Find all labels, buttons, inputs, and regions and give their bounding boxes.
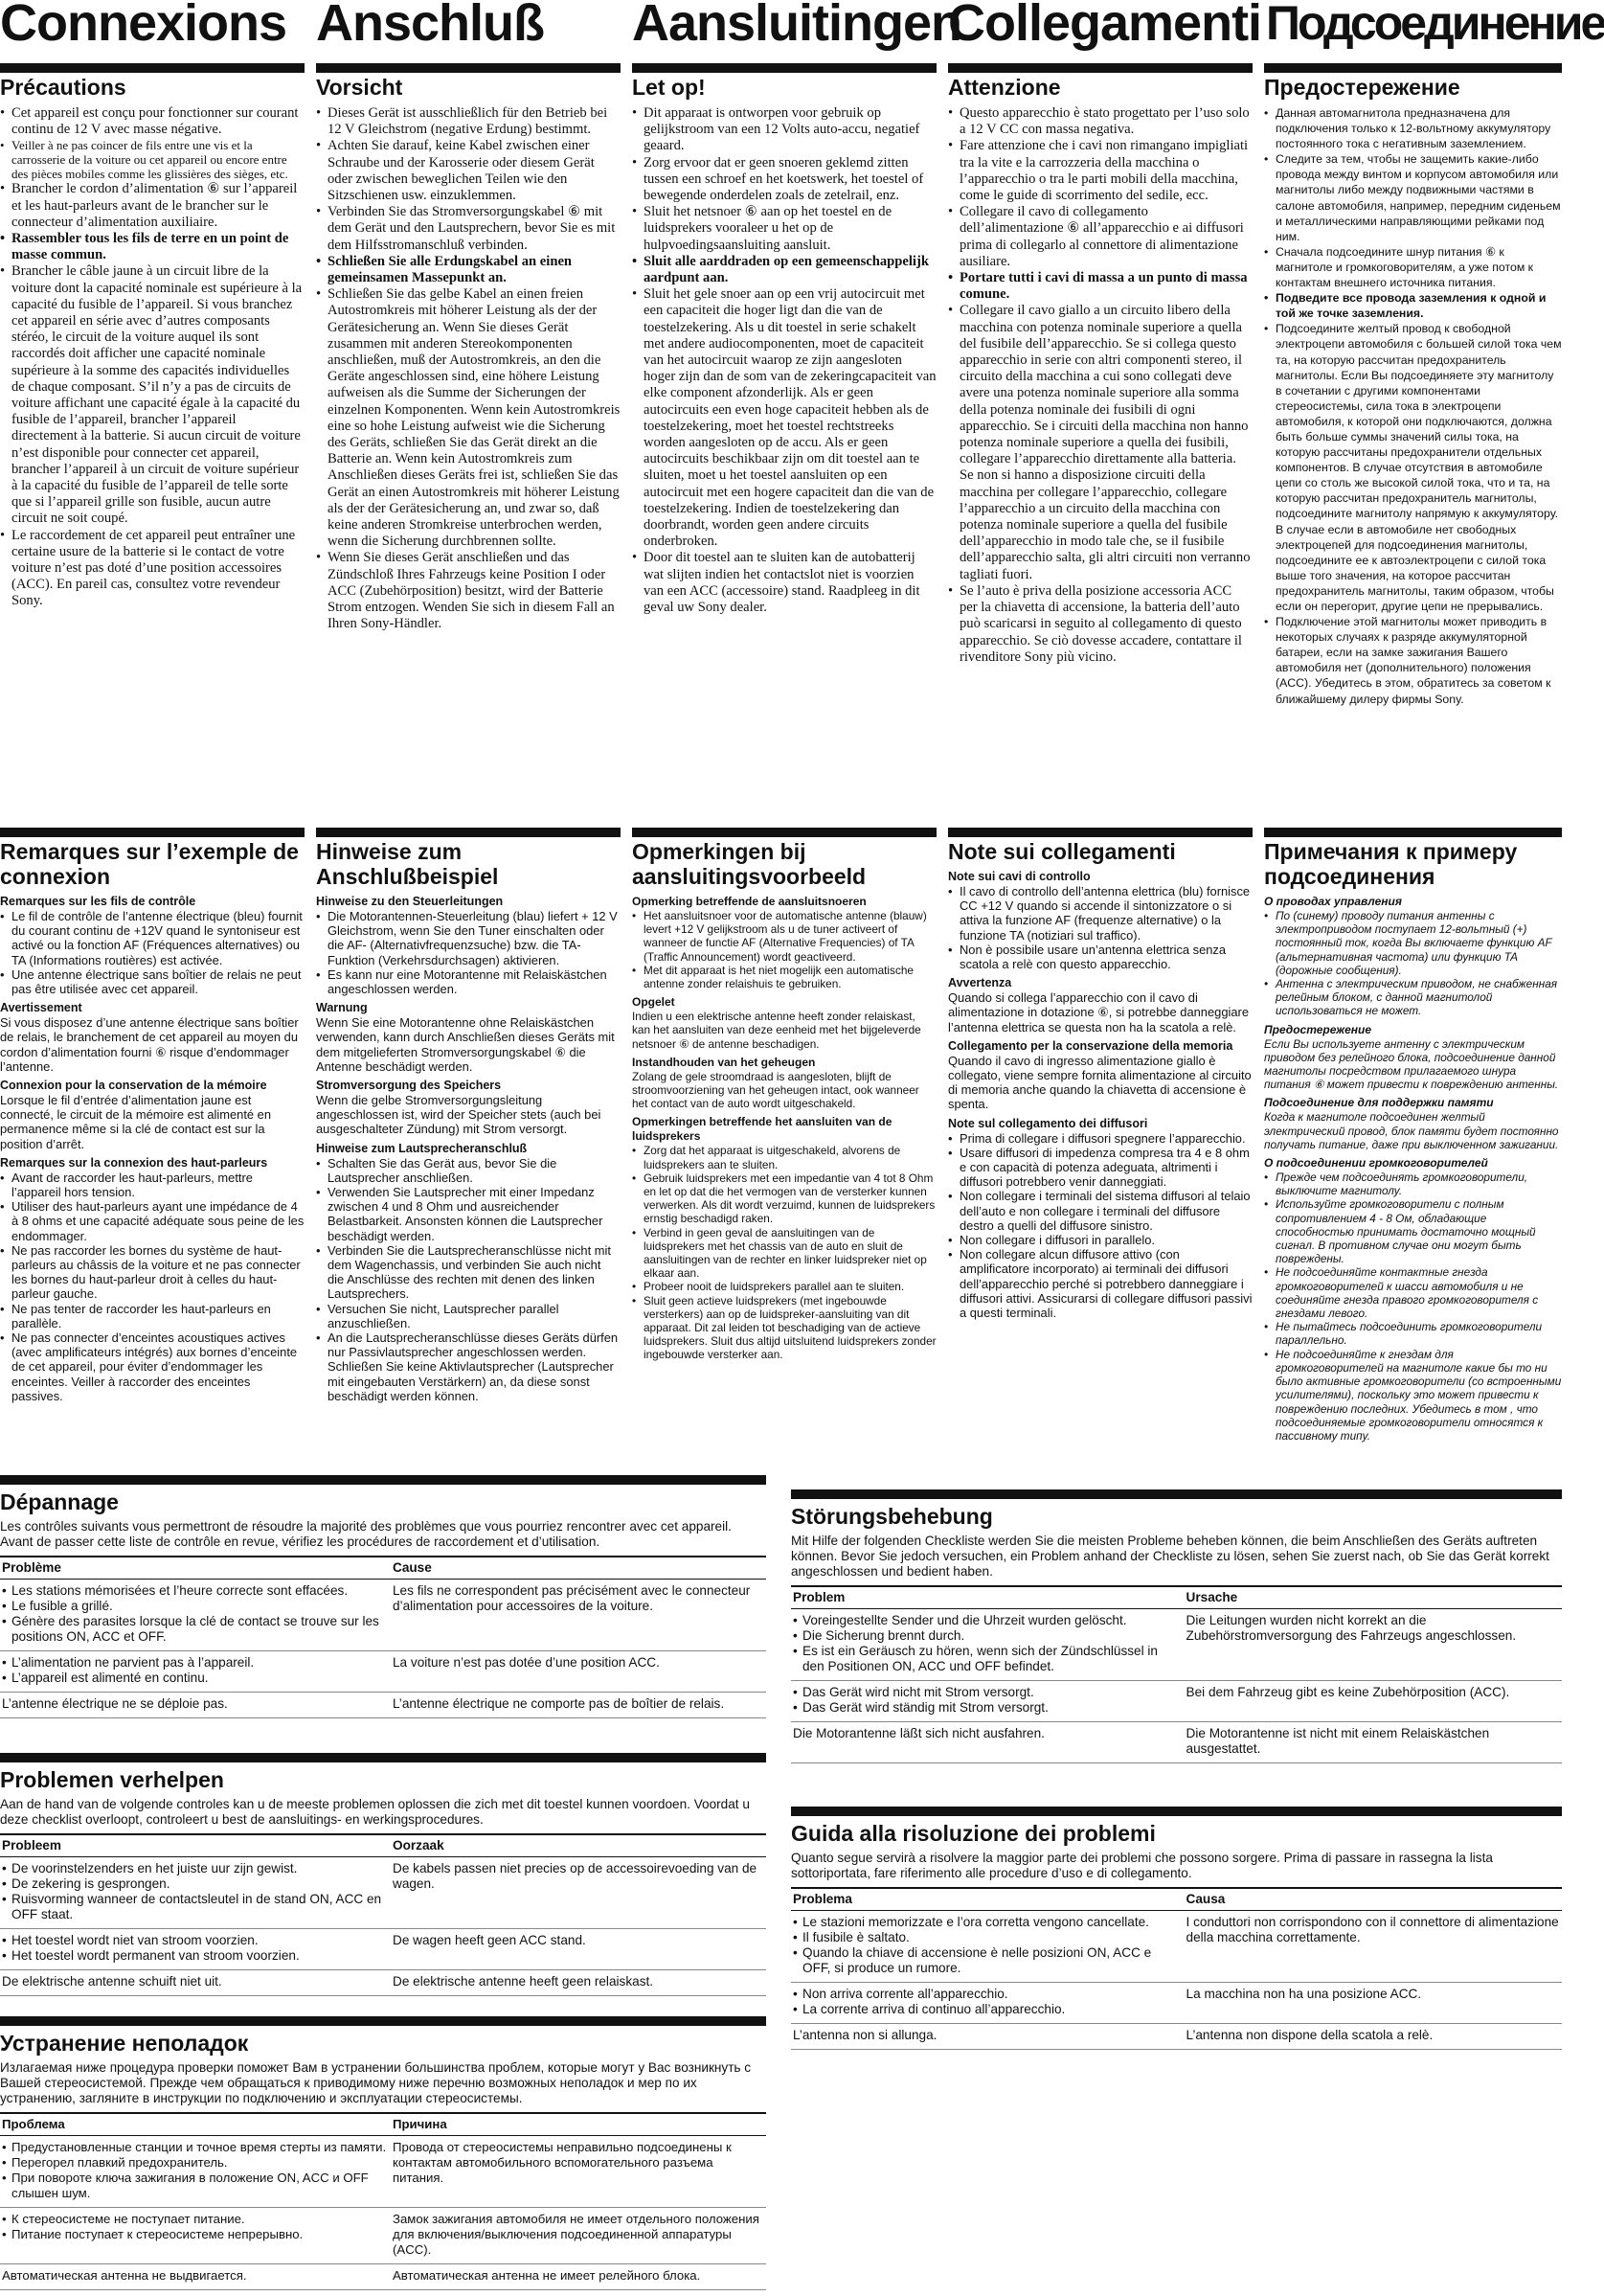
problem-list (793, 1915, 1183, 1976)
precaution-item: • Sluit het netsnoer ⑥ aan op het toestel en de luidsprekers vooraleer u het op de hulpvoedingsaansluiting aansluit. (632, 204, 937, 254)
problem-item: • Génère des parasites lorsque la clé de contact se trouve sur les positions ON, ACC et OFF. (2, 1614, 389, 1645)
table-row (791, 1911, 1562, 1983)
precaution-item: • Сначала подсоедините шнур питания ⑥ к магнитоле и громкоговорителям, а уже потом к контактам внешнего источника питания. (1264, 244, 1562, 290)
table-header-row (0, 2113, 766, 2136)
remarks-subheading: Stromversorgung des Speichers (316, 1079, 502, 1093)
remarks-item: • Non collegare i terminali del sistema diffusori al telaio dell’auto e non collegare i terminali del diffusore destro a quelli del diffusore sinistro. (948, 1189, 1253, 1233)
remarks-title: Remarques sur l’exemple de connexion (0, 839, 299, 889)
precautions-column (948, 63, 1253, 830)
precautions-column (316, 63, 621, 830)
remarks-title: Opmerkingen bij aansluitingsvoorbeeld (632, 839, 867, 889)
remarks-item: • Le fil de contrôle de l’antenne électrique (bleu) fournit du courant continu de +12V quand le syntoniseur est activé ou la fonction AF (Fréquences alternatives) ou TA (Informations routières) est activée. (0, 909, 305, 967)
problem-list (793, 1685, 1183, 1716)
heading-ru: Подсоединение (1266, 0, 1604, 50)
remarks-item: • Используйте громкоговорители с полным сопротивлением 4 - 8 Ом, обладающие способностью принимать достаточно мощный сигнал. В противном случае они могут быть повреждены. (1264, 1197, 1562, 1265)
troubleshooting-intro: Quanto segue servirà a risolvere la maggior parte dei problemi che possono sorgere. Prima di passare in rassegna la lista sottoriportata, fare riferimento alle procedure d’uso e di collegamento. (791, 1851, 1493, 1880)
troubleshooting-title: Dépannage (0, 1489, 119, 1514)
remarks-item: • Non è possibile usare un’antenna elettrica senza scatola a relè con questo apparecchio. (948, 943, 1253, 971)
precaution-item: • Schließen Sie alle Erdungskabel an einen gemeinsamen Massepunkt an. (316, 254, 621, 286)
precaution-item: • Sluit het gele snoer aan op een vrij autocircuit met een capaciteit die hoger ligt dan die van de toestelzekering. Als u dit toestel in serie schakelt met andere audiocomponenten, moet de capaciteit van het autocircuit waarop ze zijn aangesloten hoger zijn dan de som van de zekeringcapaciteit van elke component afzonderlijk. Als er geen autocircuits een even hoge capaciteit hebben als de toestelzekering, moet het toestel rechtstreeks worden aangesloten op de accu. Als er geen autocircuits beschikbaar zijn om dit toestel aan te sluiten, moet u het toestel aansluiten op een autocircuit met een hogere capaciteit dan die van de toestelzekering. Indien de toestelzekering dan doorbrandt, worden geen andere circuits onderbroken. (632, 286, 937, 550)
remarks-subheading: Instandhouden van het geheugen (632, 1055, 816, 1069)
precaution-item: • Achten Sie darauf, keine Kabel zwischen einer Schraube und der Karosserie oder diesem Gerät oder zwischen beweglichen Teilen wie den Sitzschienen usw. einzuklemmen. (316, 138, 621, 204)
remarks-item: • Не пытайтесь подсоединить громкоговорители параллельно. (1264, 1320, 1562, 1347)
table-header-row (0, 1557, 766, 1580)
troubleshooting-intro: Mit Hilfe der folgenden Checkliste werden Sie die meisten Probleme beheben können, die beim Anschließen des Geräts auftreten können. Bevor Sie jedoch versuchen, ein Problem anhand der Checkliste zu lösen, sehen Sie zuerst nach, ob Sie das Gerät korrekt angeschlossen und bedient haben. (791, 1534, 1549, 1579)
remarks-item: • Gebruik luidsprekers met een impedantie van 4 tot 8 Ohm en let op dat die het vermogen van de versterker kunnen verwerken. Als dit wordt verzuimd, kunnen de luidsprekers ernstig beschadigd raken. (632, 1171, 937, 1226)
remarks-item: • Het aansluitsnoer voor de automatische antenne (blauw) levert +12 V gelijkstroom als u de tuner activeert of wanneer de functie AF (Alternative Frequencies) of TA (Traffic Announcement) wordt geactiveerd. (632, 909, 937, 964)
table-body (0, 1580, 766, 1718)
remarks-title: Note sui collegamenti (948, 839, 1176, 864)
precaution-item: • Schließen Sie das gelbe Kabel an einen freien Autostromkreis mit höherer Leistung als der der Gerätesicherung an. Wenn Sie dieses Gerät zusammen mit anderen Stereokomponenten anschließen, muß der Autostromkreis, an den die Geräte angeschlossen sind, eine höhere Leistung aufweisen als die Summe der Sicherungen der einzelnen Komponenten. Wenn kein Autostromkreis eine so hohe Leistung aufweist wie die Sicherung des Geräts, schließen Sie das Gerät direkt an die Batterie an. Wenn kein Autostromkreis zum Anschließen dieses Geräts frei ist, schließen Sie das Gerät an einen Autostromkreis mit höherer Leistung als der der Gerätesicherung an, und zwar so, daß keine anderen Stromkreise unterbrochen werden, wenn die Sicherung durchbrennen sollte. (316, 286, 621, 550)
table-row (791, 1681, 1562, 1722)
troubleshooting-title: Störungsbehebung (791, 1504, 993, 1529)
troubleshooting-table (791, 1585, 1562, 1763)
column-header-cause: Cause (391, 1557, 766, 1580)
precautions-list (316, 105, 621, 633)
remarks-paragraph: Quando il cavo di ingresso alimentazione giallo è collegato, viene sempre fornita alimentazione al circuito di memoria anche quando la chiavetta di accensione è spenta. (948, 1053, 1252, 1112)
problem-cell (791, 1609, 1185, 1681)
table-header-row (0, 1834, 766, 1857)
cause-cell: La voiture n’est pas dotée d’une position ACC. (391, 1651, 766, 1693)
troubleshooting-table (0, 2112, 766, 2290)
remarks-list (632, 909, 937, 990)
precaution-item: • Le raccordement de cet appareil peut entraîner une certaine usure de la batterie si le contact de votre voiture n’est pas doté d’une position accessoires (ACC). En pareil cas, consultez votre revendeur Sony. (0, 528, 305, 610)
remarks-paragraph: Si vous disposez d’une antenne électrique sans boîtier de relais, le branchement de cet appareil au moyen du cordon d’alimentation fourni ⑥ risque d’endommager l’antenne. (0, 1015, 299, 1074)
remarks-column (1264, 828, 1562, 1481)
remarks-subheading: Avvertenza (948, 976, 1012, 990)
precaution-item: • Dieses Gerät ist ausschließlich für den Betrieb bei 12 V Gleichstrom (negative Erdung) bestimmt. (316, 105, 621, 138)
precautions-column (0, 63, 305, 830)
table-row (0, 1970, 766, 1996)
remarks-item: • Une antenne électrique sans boîtier de relais ne peut pas être utilisée avec cet appareil. (0, 967, 305, 996)
cause-cell: L’antenna non dispone della scatola a relè. (1185, 2024, 1562, 2050)
remarks-list (0, 1171, 305, 1403)
precaution-item: • Verbinden Sie das Stromversorgungskabel ⑥ mit dem Gerät und den Lautsprechern, bevor Sie es mit dem Hilfsstromanschluß verbinden. (316, 204, 621, 254)
problem-item: • При повороте ключа зажигания в положение ON, ACC и OFF слышен шум. (2, 2171, 389, 2201)
precaution-item: • Cet appareil est conçu pour fonctionner sur courant continu de 12 V avec masse négative. (0, 105, 305, 138)
table-head (791, 1586, 1562, 1609)
cause-cell: Die Motorantenne ist nicht mit einem Relaiskästchen ausgestattet. (1185, 1722, 1562, 1763)
remarks-item: • Прежде чем подсоединять громкоговорители, выключите магнитолу. (1264, 1171, 1562, 1197)
table-body (0, 1857, 766, 1996)
remarks-item: • По (синему) проводу питания антенны с электроприводом поступает 12-вольтный (+) постоянный ток, когда Вы включаете функцию AF (альтернативная частота) или функцию TA (дорожные сообщения). (1264, 909, 1562, 977)
section-bar (0, 2016, 766, 2026)
column-header-problem: Probleem (0, 1834, 391, 1857)
table-body (0, 2136, 766, 2290)
problem-cell (0, 1929, 391, 1970)
precaution-item: • Следите за тем, чтобы не защемить какие-либо провода между винтом и корпусом автомобиля или магнитолы либо между подвижными частями в салоне автомобиля, например, передним сиденьем и металлическими направляющими рейками под ним. (1264, 151, 1562, 244)
remarks-item: • Probeer nooit de luidsprekers parallel aan te sluiten. (632, 1280, 937, 1293)
remarks-subheading: Remarques sur la connexion des haut-parleurs (0, 1155, 268, 1170)
remarks-list (1264, 909, 1562, 1018)
remarks-item: • Zorg dat het apparaat is uitgeschakeld, alvorens de luidsprekers aan te sluiten. (632, 1144, 937, 1171)
remarks-body (948, 870, 1253, 1320)
remarks-subheading: Collegamento per la conservazione della memoria (948, 1038, 1233, 1053)
problem-item: • Es ist ein Geräusch zu hören, wenn sich der Zündschlüssel in den Positionen ON, ACC und OFF befindet. (793, 1644, 1183, 1674)
precautions-title: Предостережение (1264, 75, 1460, 100)
remarks-paragraph: Lorsque le fil d’entrée d’alimentation jaune est connecté, le circuit de la mémoire est alimenté en permanence même si la clé de contact est sur la position d’arrêt. (0, 1093, 272, 1151)
precaution-item: • Questo apparecchio è stato progettato per l’uso solo a 12 V CC con massa negativa. (948, 105, 1253, 138)
cause-cell: De wagen heeft geen ACC stand. (391, 1929, 766, 1970)
remarks-body (632, 895, 937, 1362)
precaution-item: • Door dit toestel aan te sluiten kan de autobatterij wat slijten indien het contactslot niet is voorzien van een ACC (accessoire) stand. Raadpleeg in dit geval uw Sony dealer. (632, 550, 937, 616)
troubleshooting-de (791, 1489, 1562, 1763)
remarks-item: • Prima di collegare i diffusori spegnere l’apparecchio. (948, 1131, 1253, 1146)
precaution-item: • Sluit alle aarddraden op een gemeenschappelijk aardpunt aan. (632, 254, 937, 286)
precautions-title: Vorsicht (316, 75, 403, 100)
problem-list (2, 1861, 389, 1922)
column-header-cause: Причина (391, 2113, 766, 2136)
precautions-list (0, 105, 305, 610)
remarks-item: • Не подсоединяйте к гнездам для громкоговорителей на магнитоле какие бы то ни было активные громкоговорители (со встроенными усилителями), поскольку это может привести к повреждению последних. Убедитесь в том , что подсоединяемые громкоговорители относятся к пассивному типу. (1264, 1348, 1562, 1443)
section-bar (0, 1475, 766, 1485)
remarks-item: • An die Lautsprecheranschlüsse dieses Geräts dürfen nur Passivlautsprecher angeschlossen werden. Schließen Sie keine Aktivlautsprecher (Lautsprecher mit eingebauten Verstärkern) an, da diese sonst beschädigt werden können. (316, 1330, 621, 1403)
headings-row (0, 0, 1604, 56)
remarks-subheading: О проводах управления (1264, 895, 1402, 908)
cause-cell: Провода от стереосистемы неправильно подсоединены к контактам автомобильного вспомогательного разъема питания. (391, 2136, 766, 2208)
table-row (0, 1693, 766, 1718)
remarks-item: • Il cavo di controllo dell’antenna elettrica (blu) fornisce CC +12 V quando si accende il sintonizzatore o si attiva la funzione AF (frequenze alternative) o la funzione TA (notiziari sul traffico). (948, 884, 1253, 943)
remarks-list (0, 909, 305, 996)
remarks-list (948, 1131, 1253, 1321)
troubleshooting-table (791, 1887, 1562, 2050)
precaution-item: • Wenn Sie dieses Gerät anschließen und das Zündschloß Ihres Fahrzeugs keine Position I oder ACC (Zubehörposition) besitzt, wird der Batterie Strom entzogen. Wenden Sie sich in diesem Fall an Ihren Sony-Händler. (316, 550, 621, 632)
remarks-column (0, 828, 305, 1481)
precaution-item: • Подсоедините желтый провод к свободной электроцепи автомобиля с большей силой тока чем та, на которую рассчитан предохранитель магнитолы. Если Вы подсоединяете эту магнитолу в сочетании с другими компонентами стереосистемы, сила тока в электроцепи автомобиля, к которой они подключаются, должна быть больше суммы значений силы тока, на которую рассчитаны предохранители отдельных компонентов. В случае отсутствия в автомобиле цепи со столь же высокой силой тока, что и та, на которую рассчитан предохранитель магнитолы, подсоедините магнитолу напрямую к аккумулятору. В случае если в автомобиле нет свободных электроцепей для подсоединения магнитолы, подсоедините ее к автоэлектроцепи с силой тока выше того значения, на которое рассчитан предохранитель магнитолы, таким образом, чтобы если он перегорит, другие цепи не прерывались. (1264, 321, 1562, 614)
problem-cell: Автоматическая антенна не выдвигается. (0, 2264, 391, 2290)
troubleshooting-intro: Aan de hand van de volgende controles kan u de meeste problemen oplossen die zich met dit toestel kunnen voordoen. Voordat u deze checklist overloopt, controleert u best de aansluitings- en werkingsprocedures. (0, 1797, 750, 1827)
problem-item: • De voorinstelzenders en het juiste uur zijn gewist. (2, 1861, 389, 1876)
problem-cell (791, 1911, 1185, 1983)
problem-cell: L’antenna non si allunga. (791, 2024, 1185, 2050)
remarks-paragraph: Когда к магнитоле подсоединен желтый электрический провод, блок памяти будет постоянно получать питание, даже при выключенном зажигании. (1264, 1110, 1559, 1151)
remarks-subheading: Avertissement (0, 1001, 82, 1015)
remarks-item: • Es kann nur eine Motorantenne mit Relaiskästchen angeschlossen werden. (316, 967, 621, 996)
remarks-subheading: Opmerking betreffende de aansluitsnoeren (632, 895, 867, 908)
remarks-list (316, 909, 621, 996)
heading-fr: Connexions (0, 0, 287, 52)
cause-cell: Замок зажигания автомобиля не имеет отдельного положения для включения/выключения подсоединенной аппаратуры (ACC). (391, 2208, 766, 2264)
problem-item: • Die Sicherung brennt durch. (793, 1628, 1183, 1644)
table-head (0, 1834, 766, 1857)
problem-cell (0, 1651, 391, 1693)
remarks-item: • Verbind in geen geval de aansluitingen van de luidsprekers met het chassis van de auto en sluit de aansluitingen van de rechter en linker luidspreker niet op elkaar aan. (632, 1226, 937, 1281)
troubleshooting-table (0, 1556, 766, 1718)
cause-cell: I conduttori non corrispondono con il connettore di alimentazione della macchina correttamente. (1185, 1911, 1562, 1983)
remarks-paragraph: Zolang de gele stroomdraad is aangesloten, blijft de stroomvoorziening van het geheugen intact, ook wanneer het contact van de auto wordt uitgeschakeld. (632, 1069, 919, 1111)
precaution-item: • Brancher le câble jaune à un circuit libre de la voiture dont la capacité nominale est supérieure à la capacité du fusible de l’appareil. Si vous branchez cet appareil en série avec d’autres composants stéréo, le circuit de la voiture auquel ils sont raccordés doit afficher une capacité nominale supérieure à la somme des capacités individuelles de chaque composant. S’il n’y a pas de circuits de voiture affichant une capacité égale à la capacité du fusible de l’appareil, brancher l’appareil directement à la batterie. Si aucun circuit de voiture n’est disponible pour connecter cet appareil, brancher l’appareil à un circuit de voiture supérieur à la capacité du fusible de l’appareil de telle sorte que si l’appareil grille son fusible, aucun autre circuit ne soit coupé. (0, 263, 305, 527)
precaution-item: • Zorg ervoor dat er geen snoeren geklemd zitten tussen een schroef en het koetswerk, het toestel of bewegende onderdelen zoals de zetelrail, enz. (632, 155, 937, 205)
troubleshooting-fr (0, 1475, 766, 1718)
remarks-item: • Ne pas tenter de raccorder les haut-parleurs en parallèle. (0, 1302, 305, 1330)
table-row (791, 1609, 1562, 1681)
remarks-item: • Ne pas raccorder les bornes du système de haut-parleurs au châssis de la voiture et ne pas connecter les bornes du haut-parleur droit à celles du haut-parleur gauche. (0, 1243, 305, 1302)
remarks-title: Hinweise zum Anschlußbeispiel (316, 839, 499, 889)
problem-list (2, 1655, 389, 1686)
remarks-item: • Sluit geen actieve luidsprekers (met ingebouwde versterkers) aan op de luidspreker-aansluiting van dit apparaat. Dit zal leiden tot beschadiging van de actieve luidsprekers. Sluit dus altijd uitsluitend luidsprekers zonder ingebouwde versterker aan. (632, 1294, 937, 1362)
remarks-subheading: Note sui cavi di controllo (948, 870, 1091, 883)
problem-cell (791, 1983, 1185, 2024)
remarks-item: • Avant de raccorder les haut-parleurs, mettre l’appareil hors tension. (0, 1171, 305, 1199)
precaution-item: • Rassembler tous les fils de terre en un point de masse commun. (0, 231, 305, 263)
remarks-subheading: О подсоединении громкоговорителей (1264, 1156, 1488, 1171)
remarks-item: • Non collegare i diffusori in parallelo. (948, 1233, 1253, 1247)
table-row (0, 2136, 766, 2208)
remarks-item: • Met dit apparaat is het niet mogelijk een automatische antenne zonder relaishuis te gebruiken. (632, 964, 937, 990)
remarks-paragraph: Если Вы используете антенну с электрическим приводом без релейного блока, подсоединение данной магнитолы посредством прилагаемого шнура питания ⑥ может привести к повреждению антенны. (1264, 1036, 1559, 1092)
remarks-subheading: Opmerkingen betreffende het aansluiten van de luidsprekers (632, 1115, 892, 1144)
problem-item: • L’appareil est alimenté en continu. (2, 1671, 389, 1686)
column-header-cause: Oorzaak (391, 1834, 766, 1857)
precautions-title: Précautions (0, 75, 126, 100)
troubleshooting-it (791, 1807, 1562, 2050)
precaution-item: • Данная автомагнитола предназначена для подключения только к 12-вольтному аккумулятору постоянного тока с негативным заземлением. (1264, 105, 1562, 151)
cause-cell: Автоматическая антенна не имеет релейного блока. (391, 2264, 766, 2290)
problem-cell (0, 2136, 391, 2208)
heading-nl: Aansluitingen (632, 0, 962, 52)
problem-item: • Il fusibile è saltato. (793, 1930, 1183, 1945)
problem-list (793, 1987, 1183, 2017)
cause-cell: Bei dem Fahrzeug gibt es keine Zubehörposition (ACC). (1185, 1681, 1562, 1722)
problem-list (2, 1933, 389, 1964)
remarks-item: • Versuchen Sie nicht, Lautsprecher parallel anzuschließen. (316, 1302, 621, 1330)
problem-item: • Das Gerät wird nicht mit Strom versorgt. (793, 1685, 1183, 1700)
remarks-body (0, 895, 305, 1403)
remarks-item: • Verbinden Sie die Lautsprecheranschlüsse nicht mit dem Wagenchassis, und verbinden Sie auch nicht die Anschlüsse des rechten mit denen des linken Lautsprechers. (316, 1243, 621, 1302)
section-bar (791, 1489, 1562, 1499)
precaution-item: • Подведите все провода заземления к одной и той же точке заземления. (1264, 290, 1562, 321)
problem-item: • La corrente arriva di continuo all’apparecchio. (793, 2002, 1183, 2017)
remarks-paragraph: Wenn die gelbe Stromversorgungsleitung angeschlossen ist, wird der Speicher stets (auch bei ausgeschalteter Zündung) mit Strom versorgt. (316, 1093, 601, 1137)
table-head (0, 2113, 766, 2136)
problem-item: • L’alimentation ne parvient pas à l’appareil. (2, 1655, 389, 1671)
precaution-item: • Подключение этой магнитолы может приводить в некоторых случаях к разряде аккумуляторной батареи, если на замке зажигания Вашего автомобиля нет (дополнительного) положения (ACC). Убедитесь в этом, обратитесь за советом к ближайшему дилеру фирмы Sony. (1264, 614, 1562, 707)
heading-de: Anschluß (316, 0, 545, 52)
precautions-list (948, 105, 1253, 666)
troubleshooting-title: Устранение неполадок (0, 2031, 249, 2056)
problem-item: • Het toestel wordt niet van stroom voorzien. (2, 1933, 389, 1948)
problem-list (793, 1613, 1183, 1674)
cause-cell: De kabels passen niet precies op de accessoirevoeding van de wagen. (391, 1857, 766, 1929)
section-bar (791, 1807, 1562, 1816)
table-row (0, 1857, 766, 1929)
problem-item: • Non arriva corrente all’apparecchio. (793, 1987, 1183, 2002)
table-body (791, 1911, 1562, 2050)
table-header-row (791, 1888, 1562, 1911)
problem-item: • К стереосистеме не поступает питание. (2, 2212, 389, 2227)
remarks-subheading: Connexion pour la conservation de la mémoire (0, 1079, 267, 1093)
remarks-subheading: Warnung (316, 1001, 368, 1015)
remarks-list (316, 1156, 621, 1403)
remarks-item: • Verwenden Sie Lautsprecher mit einer Impedanz zwischen 4 und 8 Ohm und ausreichender Belastbarkeit. Ansonsten können die Lautsprecher beschädigt werden. (316, 1185, 621, 1243)
table-row (0, 2264, 766, 2290)
problem-item: • Das Gerät wird ständig mit Strom versorgt. (793, 1700, 1183, 1716)
remarks-subheading: Remarques sur les fils de contrôle (0, 895, 196, 908)
precaution-item: • Collegare il cavo di collegamento dell’alimentazione ⑥ all’apparecchio e ai diffusori prima di collegarlo al connettore di alimentazione ausiliare. (948, 204, 1253, 270)
problem-item: • Quando la chiave di accensione è nelle posizioni ON, ACC e OFF, si produce un rumore. (793, 1945, 1183, 1976)
problem-item: • Ruisvorming wanneer de contactsleutel in de stand ON, ACC en OFF staat. (2, 1892, 389, 1922)
cause-cell: L’antenne électrique ne comporte pas de boîtier de relais. (391, 1693, 766, 1718)
problem-cell: De elektrische antenne schuift niet uit. (0, 1970, 391, 1996)
precautions-column (632, 63, 937, 830)
precaution-item: • Portare tutti i cavi di massa a un punto di massa comune. (948, 270, 1253, 303)
table-header-row (791, 1586, 1562, 1609)
problem-item: • De zekering is gesprongen. (2, 1876, 389, 1892)
table-head (0, 1557, 766, 1580)
problem-item: • Voreingestellte Sender und die Uhrzeit wurden gelöscht. (793, 1613, 1183, 1628)
precaution-item: • Dit apparaat is ontworpen voor gebruik op gelijkstroom van een 12 Volts auto-accu, negatief geaard. (632, 105, 937, 155)
remarks-column (948, 828, 1253, 1481)
troubleshooting-title: Problemen verhelpen (0, 1767, 224, 1792)
table-row (0, 2208, 766, 2264)
table-body (791, 1609, 1562, 1763)
precaution-item: • Fare attenzione che i cavi non rimangano impigliati tra la vite e la carrozzeria della macchina o l’apparecchio o tra le parti mobili della macchina, come le guide di scorrimento del sedile, ecc. (948, 138, 1253, 204)
remarks-item: • Ne pas connecter d’enceintes acoustiques actives (avec amplificateurs intégrés) aux bornes d’enceinte de cet appareil, pour éviter d’endommager les enceintes. Veiller à raccorder des enceintes passives. (0, 1330, 305, 1403)
precaution-item: • Veiller à ne pas coincer de fils entre une vis et la carrosserie de la voiture ou cet appareil ou encore entre des pièces mobiles comme les glissières des sièges, etc. (0, 138, 305, 181)
column-header-problem: Problem (791, 1586, 1185, 1609)
troubleshooting-ru (0, 2016, 766, 2290)
problem-cell (0, 1580, 391, 1651)
remarks-body (316, 895, 621, 1403)
troubleshooting-table (0, 1833, 766, 1996)
table-row (0, 1580, 766, 1651)
problem-cell: Die Motorantenne läßt sich nicht ausfahren. (791, 1722, 1185, 1763)
problem-item: • Перегорел плавкий предохранитель. (2, 2155, 389, 2171)
problem-item: • Le fusible a grillé. (2, 1599, 389, 1614)
remarks-title: Примечания к примеру подсоединения (1264, 839, 1518, 889)
precautions-list (1264, 105, 1562, 707)
precautions-list (632, 105, 937, 616)
troubleshooting-intro: Излагаемая ниже процедура проверки поможет Вам в устранении большинства проблем, которые могут у Вас возникнуть с Вашей стереосистемой. Прежде чем обращаться к приводимому ниже перечню возможных неполадок и мер по их устранению, загляните в инструкции по подключению и эксплуатации стереосистемы. (0, 2060, 752, 2105)
precaution-item: • Collegare il cavo giallo a un circuito libero della macchina con potenza nominale superiore a quella del fusibile dell’apparecchio. Se si collega questo apparecchio in serie con altri componenti stereo, il circuito della macchina a cui sono collegati deve avere una potenza nominale superiore alla somma della potenza nominale dei fusibili di ogni apparecchio. Se i circuiti della macchina non hanno potenza nominale superiore a quella dei fusibili, collegare l’apparecchio direttamente alla batteria. Se non si hanno a disposizione circuiti della macchina per collegare l’apparecchio, collegare l’apparecchio a un circuito della macchina con potenza nominale superiore a quella del fusibile dell’apparecchio in modo tale che, se il fusibile dell’apparecchio salta, gli altri circuiti non verranno tagliati fuori. (948, 303, 1253, 582)
table-row (791, 2024, 1562, 2050)
problem-item: • Питание поступает к стереосистеме непрерывно. (2, 2227, 389, 2242)
table-head (791, 1888, 1562, 1911)
troubleshooting-title: Guida alla risoluzione dei problemi (791, 1821, 1156, 1846)
remarks-list (1264, 1171, 1562, 1443)
remarks-item: • Non collegare alcun diffusore attivo (con amplificatore incorporato) ai terminali dei diffusori dell’apparecchio perché si potrebbero danneggiare i diffusori attivi. Assicurarsi di collegare diffusori passivi a questi terminali. (948, 1247, 1253, 1320)
heading-it: Collegamenti (948, 0, 1262, 52)
table-row (791, 1983, 1562, 2024)
cause-cell: Die Leitungen wurden nicht korrekt an die Zubehörstromversorgung des Fahrzeugs angeschlossen. (1185, 1609, 1562, 1681)
remarks-subheading: Note sul collegamento dei diffusori (948, 1116, 1148, 1130)
remarks-subheading: Подсоединение для поддержки памяти (1264, 1096, 1494, 1110)
table-row (0, 1929, 766, 1970)
problem-list (2, 2140, 389, 2201)
remarks-item: • Utiliser des haut-parleurs ayant une impédance de 4 à 8 ohms et une capacité adéquate sous peine de les endommager. (0, 1199, 305, 1243)
remarks-item: • Schalten Sie das Gerät aus, bevor Sie die Lautsprecher anschließen. (316, 1156, 621, 1185)
troubleshooting-nl (0, 1753, 766, 1996)
problem-item: • Le stazioni memorizzate e l’ora corretta vengono cancellate. (793, 1915, 1183, 1930)
troubleshooting-intro: Les contrôles suivants vous permettront de résoudre la majorité des problèmes que vous pourriez rencontrer avec cet appareil. Avant de passer cette liste de contrôle en revue, vérifiez les procédures de raccordement et d’utilisation. (0, 1519, 732, 1549)
column-header-cause: Ursache (1185, 1586, 1562, 1609)
remarks-paragraph: Indien u een elektrische antenne heeft zonder relaiskast, kan het aansluiten van deze eenheid met het bijgeleverde netsnoer ⑥ de antenne beschadigen. (632, 1010, 921, 1051)
remarks-body (1264, 895, 1562, 1443)
precautions-title: Let op! (632, 75, 706, 100)
remarks-list (632, 1144, 937, 1361)
remarks-item: • Антенна с электрическим приводом, не снабженная релейным блоком, с данной магнитолой использоваться не может. (1264, 977, 1562, 1018)
remarks-subheading: Hinweise zum Lautsprecheranschluß (316, 1141, 528, 1155)
precautions-title: Attenzione (948, 75, 1061, 100)
remarks-subheading: Opgelet (632, 995, 675, 1010)
remarks-item: • Не подсоединяйте контактные гнезда громкоговорителей к шасси автомобиля и не соединяйте гнезда правого громкоговорителя с гнездами левого. (1264, 1265, 1562, 1320)
table-row (0, 1651, 766, 1693)
problem-cell (0, 2208, 391, 2264)
precaution-item: • Se l’auto è priva della posizione accessoria ACC per la chiavetta di accensione, la batteria dell’auto può scaricarsi in seguito al collegamento di questo apparecchio. Se ciò dovesse accadere, contattare il rivenditore Sony più vicino. (948, 583, 1253, 666)
column-header-problem: Проблема (0, 2113, 391, 2136)
problem-cell (791, 1681, 1185, 1722)
problem-item: • Предустановленные станции и точное время стерты из памяти. (2, 2140, 389, 2155)
remarks-item: • Die Motorantennen-Steuerleitung (blau) liefert + 12 V Gleichstrom, wenn Sie den Tuner einschalten oder die AF- (Alternativfrequenzsuche) bzw. die TA-Funktion (Verkehrsdurchsagen) aktivieren. (316, 909, 621, 967)
remarks-subheading: Предостережение (1264, 1022, 1371, 1036)
column-header-problem: Problema (791, 1888, 1185, 1911)
problem-cell (0, 1857, 391, 1929)
remarks-list (948, 884, 1253, 971)
remarks-paragraph: Quando si collega l’apparecchio con il cavo di alimentazione in dotazione ⑥, si potrebbe danneggiare l’antenna elettrica se questa non ha la scatola a relè. (948, 990, 1249, 1034)
precautions-column (1264, 63, 1562, 830)
column-header-problem: Problème (0, 1557, 391, 1580)
remarks-paragraph: Wenn Sie eine Motorantenne ohne Relaiskästchen verwenden, kann durch Anschließen dieses Geräts mit dem mitgelieferten Stromversorgungskabel ⑥ die Antenne beschädigt werden. (316, 1015, 615, 1074)
column-header-cause: Causa (1185, 1888, 1562, 1911)
table-row (791, 1722, 1562, 1763)
cause-cell: La macchina non ha una posizione ACC. (1185, 1983, 1562, 2024)
remarks-column (632, 828, 937, 1481)
problem-item: • Het toestel wordt permanent van stroom voorzien. (2, 1948, 389, 1964)
section-bar (0, 1753, 766, 1762)
problem-item: • Les stations mémorisées et l’heure correcte sont effacées. (2, 1583, 389, 1599)
remarks-column (316, 828, 621, 1481)
cause-cell: Les fils ne correspondent pas précisément avec le connecteur d’alimentation pour accessoires de la voiture. (391, 1580, 766, 1651)
problem-list (2, 1583, 389, 1645)
cause-cell: De elektrische antenne heeft geen relaiskast. (391, 1970, 766, 1996)
problem-list (2, 2212, 389, 2242)
precaution-item: • Brancher le cordon d’alimentation ⑥ sur l’appareil et les haut-parleurs avant de le brancher sur le connecteur d’alimentation auxiliaire. (0, 181, 305, 231)
remarks-item: • Usare diffusori di impedenza compresa tra 4 e 8 ohm e con capacità di potenza adeguata, altrimenti i diffusori potrebbero venir danneggiati. (948, 1146, 1253, 1190)
remarks-subheading: Hinweise zu den Steuerleitungen (316, 895, 504, 908)
problem-cell: L’antenne électrique ne se déploie pas. (0, 1693, 391, 1718)
